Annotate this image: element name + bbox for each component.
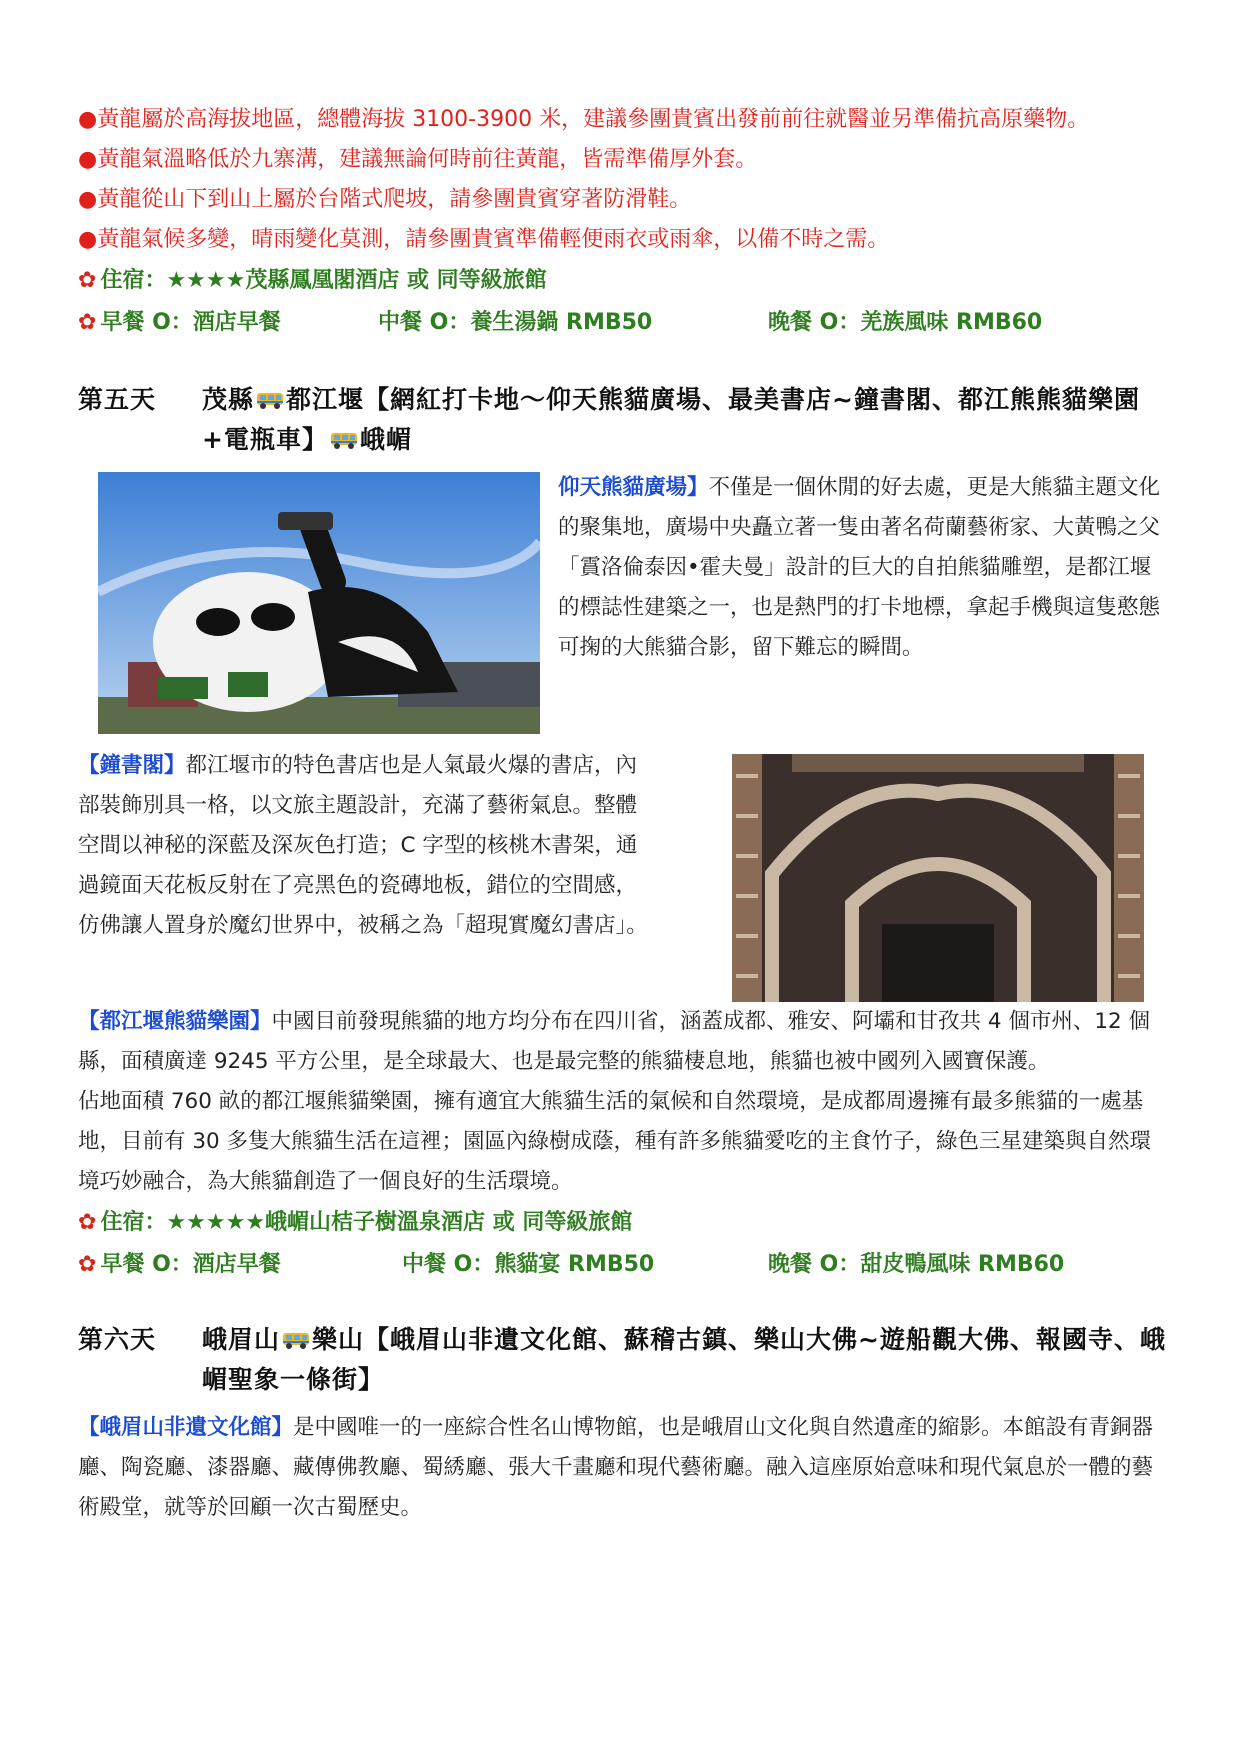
day6-title-a: 峨眉山 (202, 1325, 281, 1354)
panda-park-text-1: 中國目前發現熊貓的地方均分布在四川省，涵蓋成都、雅安、阿壩和甘孜共 4 個市州、12 個縣，面積廣達 9245 平方公里，是全球最大、也是最完整的熊貓棲息地，熊貓也被中國列入國寶保護。 (78, 1009, 1151, 1074)
day5-breakfast: 早餐 O：酒店早餐 (100, 1252, 281, 1277)
panda-park-paragraph-2: 佔地面積 760 畝的都江堰熊貓樂園，擁有適宜大熊貓生活的氣候和自然環境，是成都周邊擁有最多熊貓的一處基地，目前有 30 多隻大熊貓生活在這裡；園區內綠樹成蔭，種有許多熊貓愛吃的主食竹子，綠色三星建築與自然環境巧妙融合，為大熊貓創造了一個良好的生活環境。 (78, 1089, 1152, 1194)
day4-meals-line (78, 302, 1168, 344)
day6-title-b: 樂山【峨眉山非遺文化館、蘇稽古鎮、樂山大佛~遊船觀大佛、報國寺、峨嵋聖象一條街】 (202, 1325, 1166, 1394)
flower-icon: ✿ (78, 1210, 97, 1235)
day4-stay-line (78, 260, 1168, 302)
bookstore-image (732, 754, 1144, 1002)
bookstore-block (78, 742, 1168, 992)
flower-icon: ✿ (78, 1252, 97, 1277)
museum-paragraph (78, 1408, 1168, 1528)
museum-text: 是中國唯一的一座綜合性名山博物館，也是峨眉山文化與自然遺產的縮影。本館設有青銅器廳、陶瓷廳、漆器廳、藏傳佛教廳、蜀綉廳、張大千畫廳和現代藝術廳。融入這座原始意味和現代氣息於一體的藝術殿堂，就等於回顧一次古蜀歷史。 (78, 1415, 1154, 1520)
bus-icon (330, 422, 358, 440)
day5-stay-line (78, 1202, 1168, 1244)
bookstore-paragraph (78, 746, 648, 946)
day5-stay: 住宿：★★★★★峨嵋山桔子樹溫泉酒店 或 同等級旅館 (100, 1210, 633, 1235)
bookstore-text: 都江堰市的特色書店也是人氣最火爆的書店，內部裝飾別具一格，以文旅主題設計，充滿了藝術氣息。整體空間以神秘的深藍及深灰色打造；C 字型的核桃木書架，通過鏡面天花板反射在了亮黑色的瓷磚地板，錯位的空間感，仿佛讓人置身於魔幻世界中，被稱之為「超現實魔幻書店」。 (78, 753, 648, 938)
day5-lunch: 中餐 O：熊貓宴 RMB50 (402, 1252, 655, 1277)
bookstore-heading: 【鐘書閣】 (78, 753, 186, 778)
note-rain: ●黃龍氣候多變，晴雨變化莫測，請參團貴賓準備輕便雨衣或雨傘，以備不時之需。 (78, 227, 890, 252)
panda-park-paragraph-1 (78, 1002, 1168, 1082)
day6-label: 第六天 (78, 1325, 157, 1354)
panda-sculpture-image (98, 472, 540, 734)
day4-dinner: 晚餐 O：羌族風味 RMB60 (768, 310, 1043, 335)
note-altitude: ●黃龍屬於高海拔地區，總體海拔 3100-3900 米，建議參團貴賓出發前前往就醫並另準備抗高原藥物。 (78, 107, 1090, 132)
bus-icon (282, 1322, 310, 1340)
day4-breakfast: 早餐 O：酒店早餐 (100, 310, 281, 335)
bus-icon (256, 382, 284, 400)
itinerary-page (78, 100, 1168, 1528)
flower-icon: ✿ (78, 310, 97, 335)
day5-title-b: 都江堰【網紅打卡地～仰天熊貓廣場、最美書店~鐘書閣、都江熊熊貓樂園+電瓶車】 (202, 385, 1140, 454)
panda-plaza-heading: 仰天熊貓廣場】 (558, 475, 709, 500)
day5-meals-line (78, 1244, 1168, 1286)
day5-label: 第五天 (78, 385, 157, 414)
day6-title (78, 1320, 1168, 1400)
day5-title (78, 380, 1168, 460)
day4-lunch: 中餐 O：養生湯鍋 RMB50 (378, 310, 653, 335)
panda-plaza-paragraph (558, 468, 1168, 668)
museum-heading: 【峨眉山非遺文化館】 (78, 1415, 294, 1440)
day5-title-a: 茂縣 (202, 385, 255, 414)
day4-stay: 住宿：★★★★茂縣鳳凰閣酒店 或 同等級旅館 (100, 268, 547, 293)
day5-dinner: 晚餐 O：甜皮鴨風味 RMB60 (768, 1252, 1065, 1277)
day5-title-c: 峨嵋 (359, 425, 412, 454)
panda-plaza-block (78, 468, 1168, 738)
note-shoes: ●黃龍從山下到山上屬於台階式爬坡，請參團貴賓穿著防滑鞋。 (78, 187, 692, 212)
flower-icon: ✿ (78, 268, 97, 293)
panda-plaza-text: 不僅是一個休閒的好去處，更是大熊貓主題文化的聚集地，廣場中央矗立著一隻由著名荷蘭藝術家、大黃鴨之父「霣洛倫泰因•霍夫曼」設計的巨大的自拍熊貓雕塑，是都江堰的標誌性建築之一，也是熱門的打卡地標，拿起手機與這隻憨態可掬的大熊貓合影，留下難忘的瞬間。 (558, 475, 1161, 660)
panda-park-heading: 【都江堰熊貓樂園】 (78, 1009, 272, 1034)
note-coat: ●黃龍氣溫略低於九寨溝，建議無論何時前往黃龍，皆需準備厚外套。 (78, 147, 758, 172)
